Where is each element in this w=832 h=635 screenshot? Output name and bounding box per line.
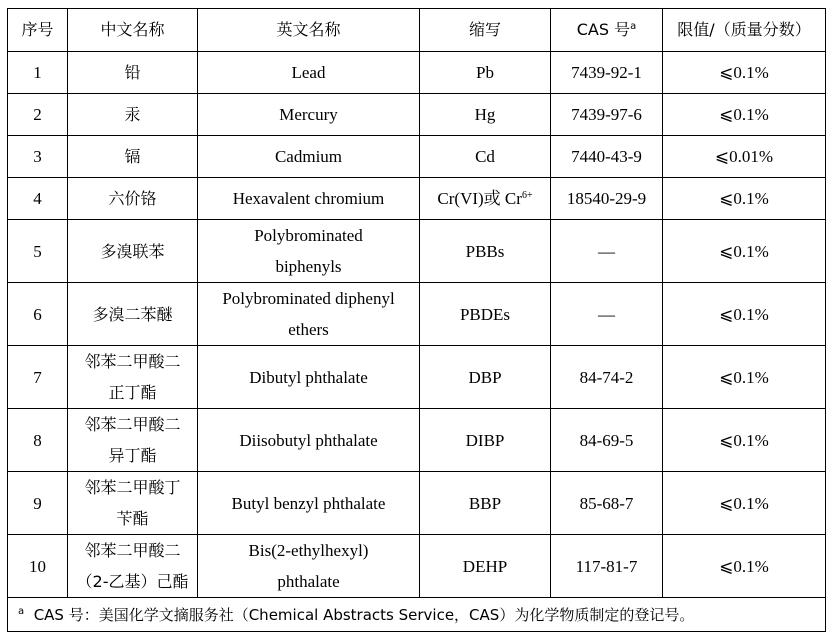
cell-abbreviation	[420, 472, 551, 535]
limit-value: ⩽0.1%	[719, 367, 769, 387]
english-name-line: phthalate	[277, 572, 340, 591]
english-name-line: ethers	[288, 320, 329, 339]
cell-abbreviation	[420, 346, 551, 409]
cas-number: 7439-92-1	[571, 63, 642, 82]
table-row	[8, 346, 826, 409]
cell-chinese-name	[68, 346, 198, 409]
row-number: 10	[29, 556, 46, 576]
english-name-line: Polybrominated diphenyl	[222, 289, 395, 308]
cell-no	[8, 283, 68, 346]
english-name-line: Polybrominated	[254, 226, 363, 245]
header-cas-footnote-mark: a	[630, 21, 637, 32]
cell-limit	[663, 535, 826, 598]
cas-number: 7439-97-6	[571, 105, 642, 124]
cas-number: 7440-43-9	[571, 147, 642, 166]
cell-no	[8, 346, 68, 409]
cell-chinese-name	[68, 52, 198, 94]
chinese-name-line: 邻苯二甲酸二	[84, 541, 181, 560]
cas-number: 117-81-7	[575, 556, 638, 576]
cell-chinese-name	[68, 535, 198, 598]
row-number: 5	[33, 241, 42, 261]
cell-cas	[551, 283, 663, 346]
cell-english-name	[198, 94, 420, 136]
cell-english-name	[198, 136, 420, 178]
cas-number: 84-74-2	[579, 367, 634, 387]
row-number: 2	[33, 105, 42, 124]
chinese-name-line: 六价铬	[108, 189, 157, 208]
cell-english-name	[198, 178, 420, 220]
table-row	[8, 220, 826, 283]
chinese-name-line: 正丁酯	[108, 383, 157, 402]
abbreviation: Cd	[475, 147, 495, 166]
footnote-text: CAS 号：美国化学文摘服务社（Chemical Abstracts Service，CAS）为化学物质制定的登记号。	[33, 605, 695, 624]
english-name-line: Mercury	[279, 105, 338, 124]
abbreviation: BBP	[468, 493, 502, 513]
cell-limit	[663, 346, 826, 409]
abbreviation-superscript: 6+	[521, 190, 533, 201]
limit-value: ⩽0.1%	[719, 304, 769, 324]
footnote-mark: a	[18, 605, 25, 617]
table-body	[8, 52, 826, 598]
cell-abbreviation	[420, 220, 551, 283]
limit-value: ⩽0.1%	[719, 105, 769, 124]
cell-limit	[663, 283, 826, 346]
table-row	[8, 52, 826, 94]
row-number: 9	[33, 493, 42, 513]
cell-cas	[551, 535, 663, 598]
cell-limit	[663, 136, 826, 178]
header-cas-label: CAS 号	[576, 20, 631, 39]
cell-no	[8, 472, 68, 535]
cell-no	[8, 409, 68, 472]
cell-chinese-name	[68, 220, 198, 283]
cell-cas	[551, 178, 663, 220]
abbreviation: Pb	[476, 63, 494, 82]
chinese-name-line: 多溴联苯	[100, 241, 165, 261]
header-cas	[551, 9, 663, 52]
cell-limit	[663, 178, 826, 220]
limit-value: ⩽0.1%	[719, 556, 769, 576]
cell-chinese-name	[68, 94, 198, 136]
english-name-line: Dibutyl phthalate	[249, 367, 368, 387]
abbreviation: Hg	[474, 105, 496, 124]
header-chinese-name: 中文名称	[68, 9, 198, 52]
chinese-name-line: 铅	[124, 63, 141, 82]
cell-cas	[551, 409, 663, 472]
abbreviation: PBDEs	[459, 304, 511, 324]
abbreviation: DIBP	[465, 430, 505, 450]
header-abbreviation: 缩写	[420, 9, 551, 52]
chinese-name-line: 邻苯二甲酸二	[84, 415, 181, 434]
row-number: 6	[33, 304, 42, 324]
english-name-line: Lead	[291, 63, 326, 82]
abbreviation: Cr(VI)或 Cr	[437, 189, 522, 208]
cas-number: 84-69-5	[579, 430, 634, 450]
chinese-name-line: 汞	[124, 105, 141, 124]
english-name-line: Diisobutyl phthalate	[239, 430, 378, 450]
english-name-line: Hexavalent chromium	[232, 189, 385, 208]
table-row	[8, 94, 826, 136]
header-limit: 限值/（质量分数）	[663, 9, 826, 52]
table-row	[8, 472, 826, 535]
abbreviation: DBP	[468, 367, 502, 387]
chinese-name-line: 多溴二苯醚	[92, 304, 173, 324]
cell-limit	[663, 472, 826, 535]
cas-number: —	[598, 241, 615, 261]
table-row	[8, 283, 826, 346]
restricted-substances-table	[7, 8, 826, 632]
cell-cas	[551, 52, 663, 94]
row-number: 1	[33, 63, 42, 82]
cell-no	[8, 535, 68, 598]
cell-english-name	[198, 472, 420, 535]
cell-no	[8, 220, 68, 283]
cell-english-name	[198, 220, 420, 283]
cell-abbreviation	[420, 178, 551, 220]
chinese-name-line: （2-乙基）己酯	[76, 572, 189, 591]
chinese-name-line: 异丁酯	[108, 446, 157, 465]
cell-limit	[663, 409, 826, 472]
cell-english-name	[198, 535, 420, 598]
row-number: 8	[33, 430, 42, 450]
cell-no	[8, 136, 68, 178]
cell-chinese-name	[68, 409, 198, 472]
abbreviation: PBBs	[465, 241, 505, 261]
chinese-name-line: 苄酯	[116, 509, 149, 528]
cell-abbreviation	[420, 283, 551, 346]
cell-english-name	[198, 346, 420, 409]
table-row	[8, 535, 826, 598]
cell-limit	[663, 220, 826, 283]
english-name-line: Cadmium	[274, 147, 343, 166]
cell-chinese-name	[68, 283, 198, 346]
cell-cas	[551, 136, 663, 178]
cell-cas	[551, 94, 663, 136]
cell-cas	[551, 220, 663, 283]
abbreviation: DEHP	[462, 556, 508, 576]
footnote-cell	[8, 598, 826, 632]
cell-chinese-name	[68, 472, 198, 535]
cell-abbreviation	[420, 52, 551, 94]
english-name-line: Bis(2-ethylhexyl)	[248, 541, 369, 560]
limit-value: ⩽0.1%	[719, 241, 769, 261]
cell-cas	[551, 472, 663, 535]
document-page	[7, 8, 826, 632]
table-row	[8, 409, 826, 472]
limit-value: ⩽0.1%	[719, 493, 769, 513]
row-number: 3	[33, 147, 42, 166]
cell-abbreviation	[420, 535, 551, 598]
cell-limit	[663, 94, 826, 136]
cell-english-name	[198, 409, 420, 472]
limit-value: ⩽0.01%	[714, 147, 774, 166]
cell-chinese-name	[68, 136, 198, 178]
limit-value: ⩽0.1%	[719, 430, 769, 450]
cell-abbreviation	[420, 409, 551, 472]
chinese-name-line: 邻苯二甲酸二	[84, 352, 181, 371]
english-name-line: biphenyls	[275, 257, 342, 276]
row-number: 7	[33, 367, 42, 387]
cell-cas	[551, 346, 663, 409]
table-header-row	[8, 9, 826, 52]
footnote-row	[8, 598, 826, 632]
cell-no	[8, 94, 68, 136]
limit-value: ⩽0.1%	[719, 189, 769, 208]
table-row	[8, 178, 826, 220]
row-number: 4	[33, 189, 42, 208]
table-row	[8, 136, 826, 178]
cell-chinese-name	[68, 178, 198, 220]
header-no: 序号	[8, 9, 68, 52]
cell-limit	[663, 52, 826, 94]
chinese-name-line: 邻苯二甲酸丁	[84, 478, 181, 497]
cell-abbreviation	[420, 136, 551, 178]
cell-no	[8, 178, 68, 220]
cell-english-name	[198, 283, 420, 346]
limit-value: ⩽0.1%	[719, 63, 769, 82]
cell-no	[8, 52, 68, 94]
cell-abbreviation	[420, 94, 551, 136]
cas-number: —	[598, 304, 615, 324]
english-name-line: Butyl benzyl phthalate	[231, 493, 386, 513]
cas-number: 85-68-7	[579, 493, 634, 513]
cas-number: 18540-29-9	[566, 189, 647, 208]
header-english-name: 英文名称	[198, 9, 420, 52]
cell-english-name	[198, 52, 420, 94]
chinese-name-line: 镉	[124, 147, 141, 166]
